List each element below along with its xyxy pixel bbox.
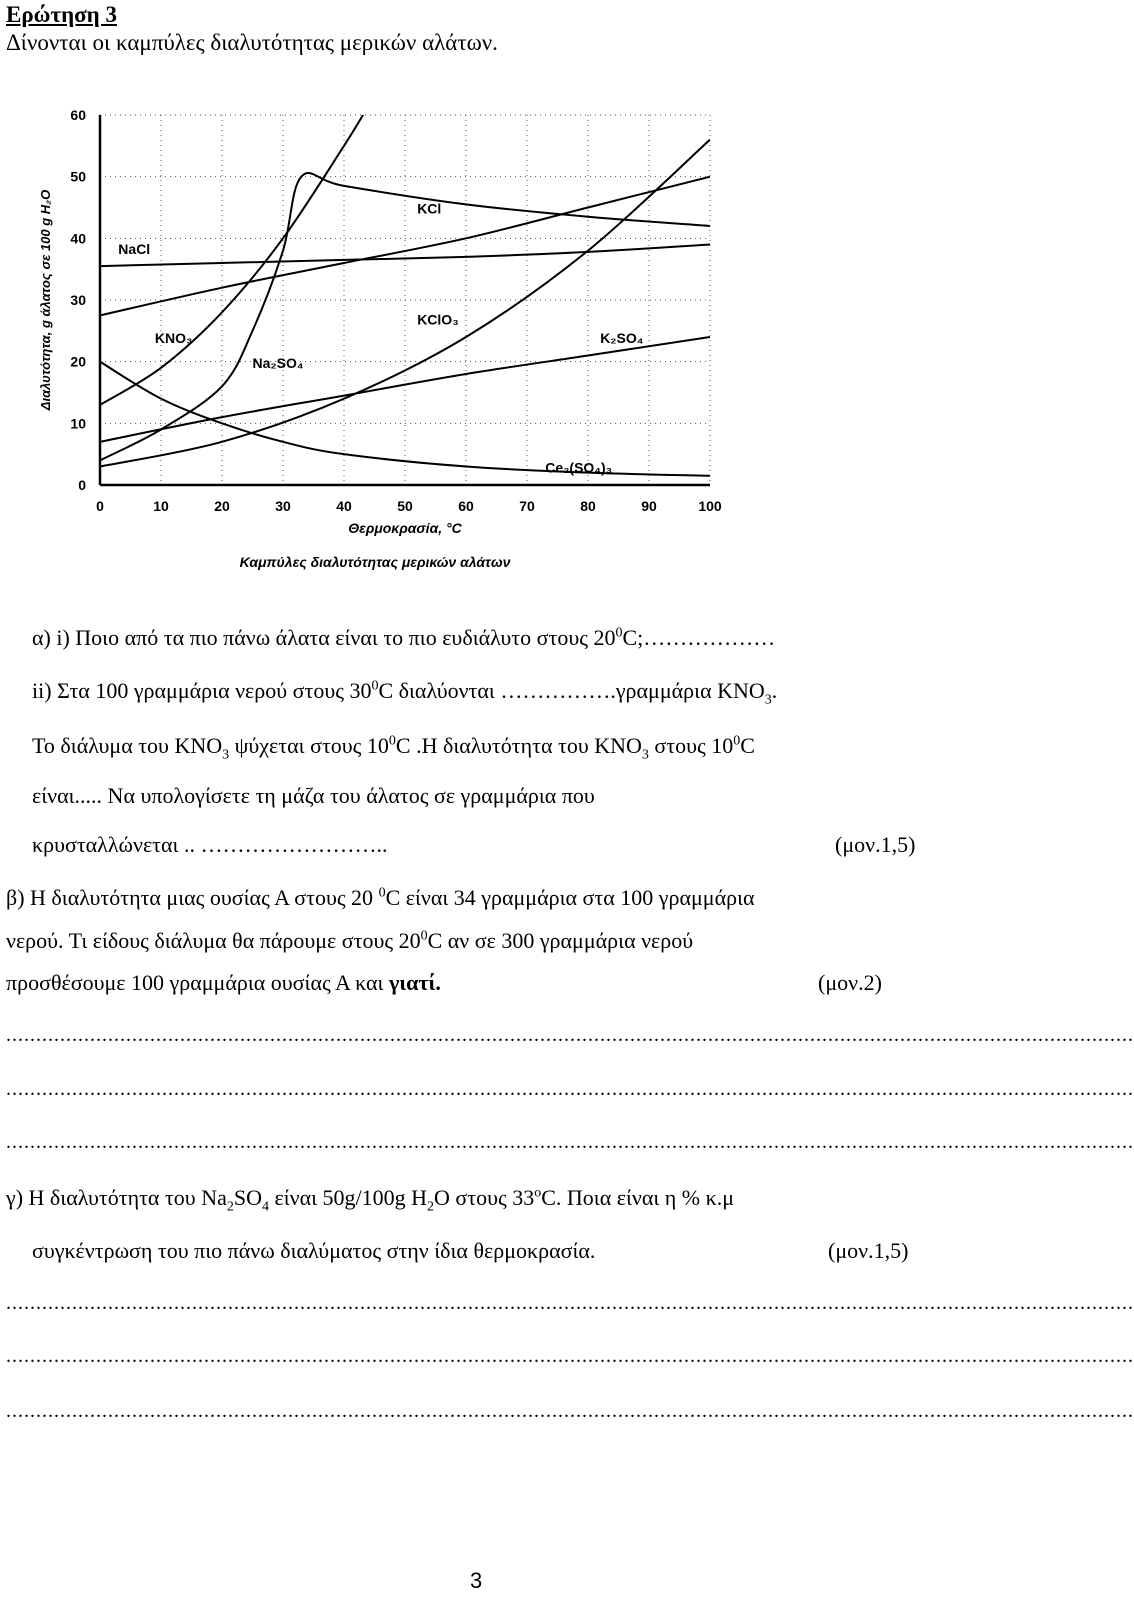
x-tick-label: 90 [641,498,657,514]
q-a-line-1: α) i) Ποιο από τα πιο πάνω άλατα είναι το πιο ευδιάλυτο στους $20^0C;\dots\dots\dots\dots\dots\dots$ [32,625,776,650]
page-number: 3 [470,1568,483,1593]
q-a-line-5: κρυσταλλώνεται .. …………………….. [32,832,388,857]
question-heading: Ερώτηση 3 [6,2,117,27]
chart-title: Καμπύλες διαλυτότητας μερικών αλάτων [239,554,511,570]
series-label-kclo3: KClO₃ [417,311,459,328]
q-a-marks: (μον.1,5) [835,832,916,857]
y-tick-label: 40 [70,230,86,247]
x-tick-label: 60 [458,498,474,514]
y-tick-label: 30 [70,292,86,308]
answer-line-4: ............................................................................................................................................................................................ [6,1292,1134,1314]
x-tick-label: 100 [698,498,722,514]
q-c-line-1: γ) Η διαλυτότητα του $Na_2SO_4$ είναι 50g/100g $H_2O$ στους 33$^o$C. Ποια είναι η % κ.μ [6,1185,735,1215]
series-line-na2so4 [100,173,710,460]
y-tick-label: 0 [78,477,86,493]
y-tick-label: 10 [70,415,86,432]
x-tick-label: 0 [96,498,104,514]
x-tick-label: 40 [336,498,352,514]
q-b-line-1: β) Η διαλυτότητα μιας ουσίας Α στους 20 $^0$C είναι 34 γραμμάρια στα 100 γραμμάρια [6,885,755,910]
series-label-nacl: NaCl [118,240,151,257]
series-line-kclo3 [100,140,710,467]
y-tick-label: 50 [70,168,86,185]
answer-line-3: ............................................................................................................................................................................................ [6,1131,1134,1153]
q-b-line-2: νερού. Τι είδους διάλυμα θα πάρουμε στους $20^0C$ αν σε 300 γραμμάρια νερού [6,928,694,953]
series-label-kcl: KCl [417,200,442,217]
question-intro: Δίνονται οι καμπύλες διαλυτότητας μερικών αλάτων. [6,30,498,55]
y-axis-label: Διαλυτότητα, g άλατος σε 100 g H₂O [38,189,53,411]
series-label-na2so4: Na₂SO₄ [252,354,304,371]
series-line-k2so4 [100,337,710,442]
x-tick-label: 10 [153,498,169,514]
series-line-kcl [100,177,710,316]
q-a-line-3: Το διάλυμα του $KNO_3$ ψύχεται στους $10^0C$ .Η διαλυτότητα του $KNO_3$ στους $10^0C$ [32,733,755,763]
x-tick-label: 50 [397,498,413,514]
x-axis-label: Θερμοκρασία, °C [348,520,462,536]
answer-line-6: ............................................................................................................................................................................................ [6,1400,1134,1422]
x-tick-label: 80 [580,498,596,514]
series-group [100,53,710,475]
answer-line-1: ............................................................................................................................................................................................ [6,1024,1134,1046]
solubility-chart [20,95,780,595]
q-b-marks: (μον.2) [818,970,882,995]
q-a-line-4: είναι..... Να υπολογίσετε τη μάζα του άλατος σε γραμμάρια που [32,783,595,808]
series-line-kno3 [100,53,405,405]
q-b-line-3: προσθέσουμε 100 γραμμάρια ουσίας Α και γιατί. [6,970,441,995]
series-label-kno3: KNO₃ [154,330,193,347]
q-c-line-2: συγκέντρωση του πιο πάνω διαλύματος στην ίδια θερμοκρασία. [32,1238,596,1263]
x-tick-label: 30 [275,498,291,514]
answer-line-2: ............................................................................................................................................................................................ [6,1078,1134,1100]
q-c-marks: (μον.1,5) [828,1238,909,1263]
y-tick-label: 60 [70,107,86,123]
solubility-chart-svg [20,95,780,595]
answer-line-5: ............................................................................................................................................................................................ [6,1345,1134,1367]
y-tick-label: 20 [70,353,86,370]
x-tick-label: 70 [519,498,535,514]
series-label-ce2so43: Ce₂(SO₄)₃ [545,459,613,476]
x-tick-label: 20 [214,498,230,514]
series-line-ce2so43 [100,362,710,476]
q-a-line-2: ii) Στα 100 γραμμάρια νερού στους $30^0C$ διαλύονται …………….γραμμάρια $KNO_3$. [32,678,778,708]
series-label-k2so4: K₂SO₄ [600,330,644,347]
